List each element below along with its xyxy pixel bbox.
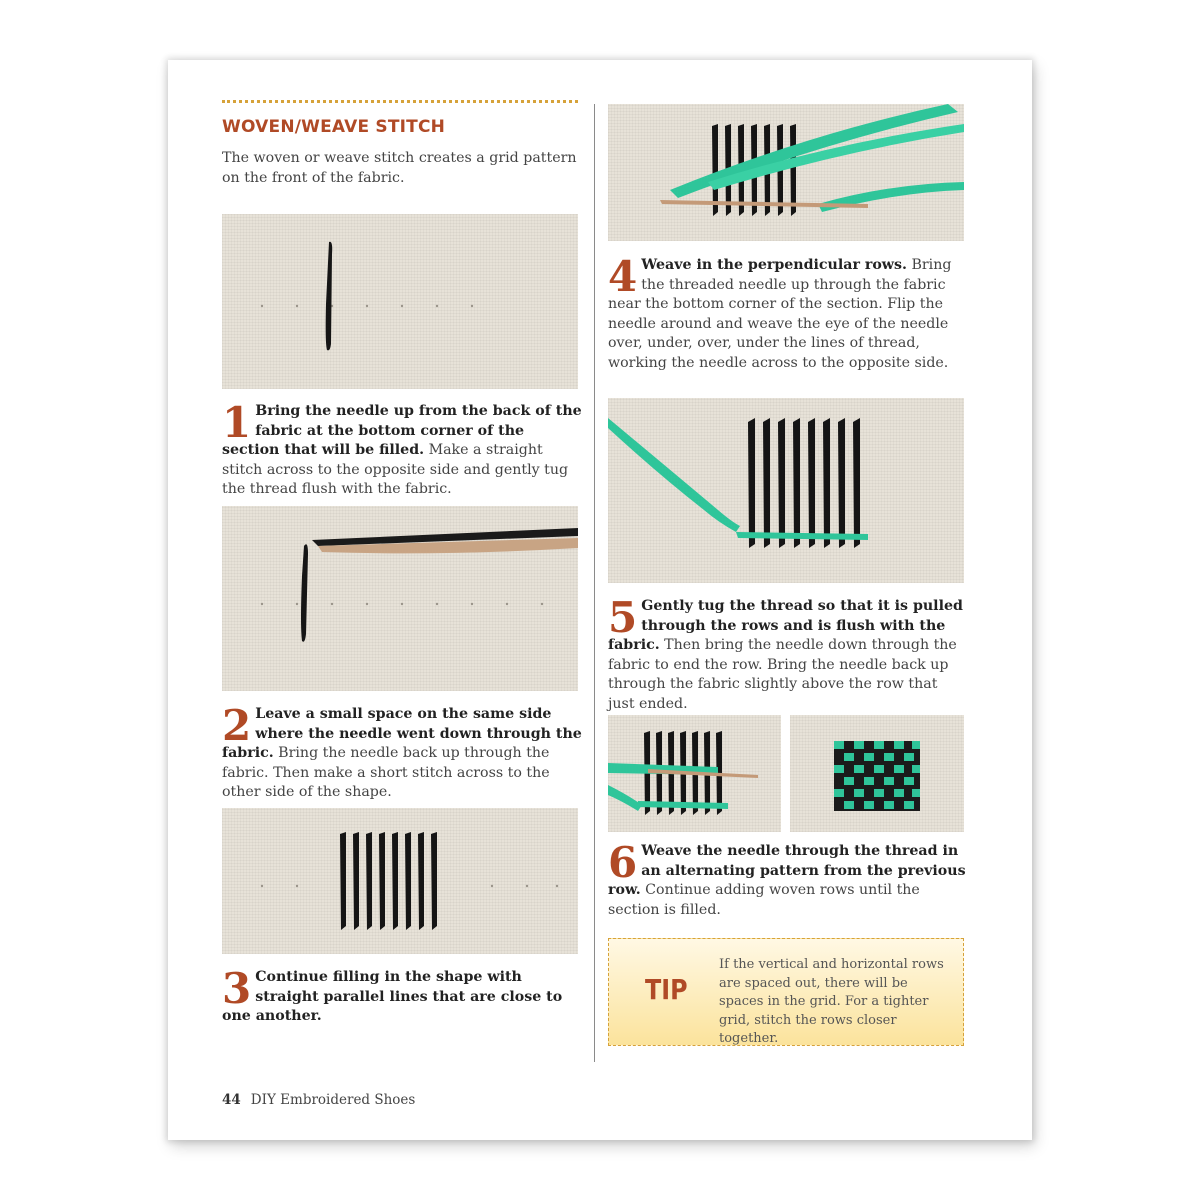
step-4 [608, 252, 968, 373]
step-text: Bring the needle back up through the fabric. Then make a short stitch across to the other side of the shape. [222, 745, 550, 800]
step-text: Make a straight stitch across to the opposite side and gently tug the thread flush with the fabric. [222, 442, 569, 497]
column-divider [594, 104, 595, 1062]
step-bold-text: Gently tug the thread so that it is pulled through the rows and is flush with the fabric. [608, 598, 963, 653]
step-6 [608, 838, 968, 920]
intro-paragraph: The woven or weave stitch creates a grid pattern on the front of the fabric. [222, 150, 577, 186]
step-bold-text: Weave the needle through the thread in an alternating pattern from the previous row. [608, 843, 966, 898]
dotted-rule [222, 100, 578, 103]
step-text: Bring the threaded needle up through the fabric near the bottom corner of the section. Flip the needle around and weave the eye of the needle over, under, over, under the lines of thread, working the needle across to the opposite side. [608, 257, 952, 371]
tip-label: TIP [645, 973, 688, 1006]
step-text: Then bring the needle down through the fabric to end the row. Bring the needle back up through the fabric slightly above the row that just ended. [608, 637, 957, 712]
step-bold-text: Continue filling in the shape with straight parallel lines that are close to one another. [222, 969, 563, 1024]
tip-text: If the vertical and horizontal rows are spaced out, there will be spaces in the grid. For a tighter grid, stitch the rows closer together. [719, 957, 944, 1046]
photo-step-3 [222, 808, 578, 954]
step-bold-text: Bring the needle up from the back of the fabric at the bottom corner of the section that will be filled. [222, 403, 582, 458]
photo-step-6a [608, 715, 781, 832]
photo-step-5 [608, 398, 964, 583]
book-title: DIY Embroidered Shoes [250, 1092, 416, 1108]
step-3 [222, 964, 582, 1027]
step-text: Continue adding woven rows until the section is filled. [608, 882, 920, 918]
step-5 [608, 593, 968, 714]
step-number: 2 [222, 701, 252, 750]
step-number: 3 [222, 964, 252, 1013]
step-1 [222, 398, 582, 500]
step-number: 1 [222, 398, 252, 447]
page-number: 44 [222, 1092, 241, 1108]
step-2 [222, 701, 582, 803]
photo-step-6b [790, 715, 964, 832]
step-number: 5 [608, 593, 638, 642]
step-number: 4 [608, 252, 638, 301]
photo-step-2 [222, 506, 578, 691]
step-number: 6 [608, 838, 638, 887]
step-bold-text: Weave in the perpendicular rows. [641, 257, 907, 273]
photo-step-1 [222, 214, 578, 389]
page-footer [222, 1092, 415, 1108]
step-bold-text: Leave a small space on the same side where the needle went down through the fabric. [222, 706, 582, 761]
section-heading: WOVEN/WEAVE STITCH [222, 117, 446, 137]
book-page [168, 60, 1032, 1140]
photo-step-4 [608, 104, 964, 241]
tip-box [608, 938, 964, 1046]
